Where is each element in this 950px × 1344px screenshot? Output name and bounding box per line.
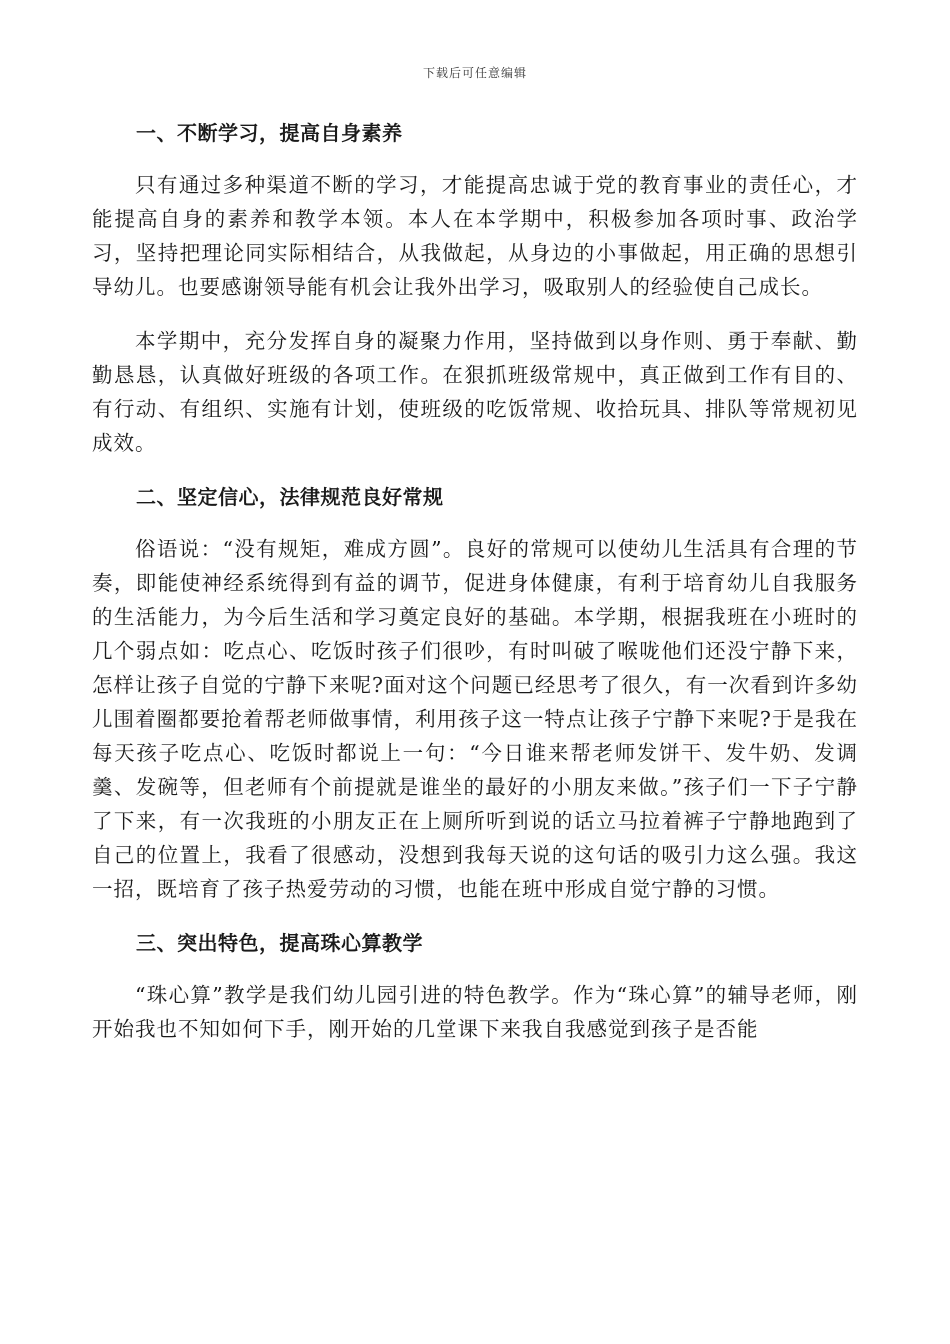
section-heading-3: 三、突出特色，提高珠心算教学 (136, 931, 423, 955)
section-heading-1: 一、不断学习，提高自身素养 (136, 121, 403, 145)
section-1-paragraph-1: 只有通过多种渠道不断的学习，才能提高忠诚于党的教育事业的责任心，才能提高自身的素养和教学本领。本人在本学期中，积极参加各项时事、政治学习，坚持把理论同实际相结合，从我做起，从身边的小事做起，用正确的思想引导幼儿。也要感谢领导能有机会让我外出学习，吸取别人的经验使自己成长。 (92, 173, 858, 299)
section-heading-2: 二、坚定信心，法律规范良好常规 (136, 485, 444, 509)
header-note: 下载后可任意编辑 (422, 66, 527, 80)
section-1-paragraph-2: 本学期中，充分发挥自身的凝聚力作用，坚持做到以身作则、勇于奉献、勤勤恳恳，认真做好班级的各项工作。在狠抓班级常规中，真正做到工作有目的、有行动、有组织、实施有计划，使班级的吃饭常规、收拾玩具、排队等常规初见成效。 (92, 329, 858, 455)
section-2-paragraph-1: 俗语说：“没有规矩，难成方圆”。良好的常规可以使幼儿生活具有合理的节奏，即能使神经系统得到有益的调节，促进身体健康，有利于培育幼儿自我服务的生活能力，为今后生活和学习奠定良好的基础。本学期，根据我班在小班时的几个弱点如：吃点心、吃饭时孩子们很吵，有时叫破了喉咙他们还没宁静下来，怎样让孩子自觉的宁静下来呢?面对这个问题已经思考了很久，有一次看到许多幼儿围着圈都要抢着帮老师做事情，利用孩子这一特点让孩子宁静下来呢?于是我在每天孩子吃点心、吃饭时都说上一句：“今日谁来帮老师发饼干、发牛奶、发调羹、发碗等，但老师有个前提就是谁坐的最好的小朋友来做。”孩子们一下子宁静了下来，有一次我班的小朋友正在上厕所听到说的话立马拉着裤子宁静地跑到了自己的位置上，我看了很感动，没想到我每天说的这句话的吸引力这么强。我这一招，既培育了孩子热爱劳动的习惯，也能在班中形成自觉宁静的习惯。 (92, 537, 858, 901)
document-body (92, 116, 858, 1066)
section-3-paragraph-1: “珠心算”教学是我们幼儿园引进的特色教学。作为“珠心算”的辅导老师，刚开始我也不知如何下手，刚开始的几堂课下来我自我感觉到孩子是否能 (92, 983, 858, 1041)
